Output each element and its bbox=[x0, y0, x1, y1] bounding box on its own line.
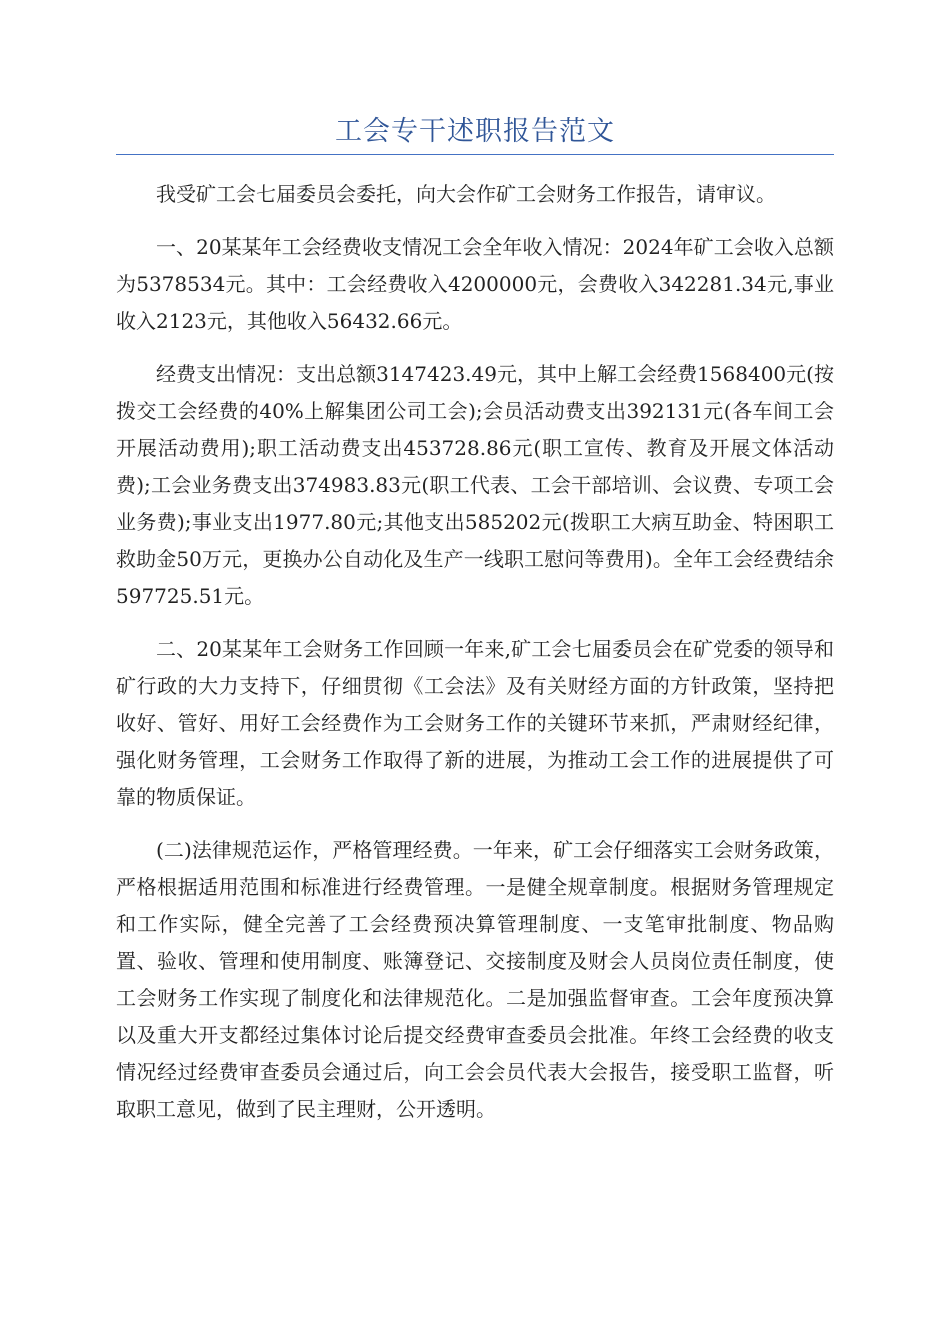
paragraph-review: 二、20某某年工会财务工作回顾一年来,矿工会七届委员会在矿党委的领导和矿行政的大力支持下，仔细贯彻《工会法》及有关财经方面的方针政策，坚持把收好、管好、用好工会经费作为工会财务工作的关键环节来抓，严肃财经纪律，强化财务管理，工会财务工作取得了新的进展，为推动工会工作的进展提供了可靠的物质保证。 bbox=[116, 637, 834, 809]
document-body bbox=[116, 176, 834, 1144]
paragraph-intro: 我受矿工会七届委员会委托，向大会作矿工会财务工作报告，请审议。 bbox=[156, 182, 776, 206]
paragraph-regulation: (二)法律规范运作，严格管理经费。一年来，矿工会仔细落实工会财务政策，严格根据适用范围和标准进行经费管理。一是健全规章制度。根据财务管理规定和工作实际，健全完善了工会经费预决算管理制度、一支笔审批制度、物品购置、验收、管理和使用制度、账簿登记、交接制度及财会人员岗位责任制度，使工会财务工作实现了制度化和法律规范化。二是加强监督审查。工会年度预决算以及重大开支都经过集体讨论后提交经费审查委员会批准。年终工会经费的收支情况经过经费审查委员会通过后，向工会会员代表大会报告，接受职工监督，听取职工意见，做到了民主理财，公开透明。 bbox=[116, 838, 834, 1121]
paragraph-expenditure: 经费支出情况：支出总额3147423.49元，其中上解工会经费1568400元(按拨交工会经费的40%上解集团公司工会);会员活动费支出392131元(各车间工会开展活动费用);职工活动费支出453728.86元(职工宣传、教育及开展文体活动费);工会业务费支出374983.83元(职工代表、工会干部培训、会议费、专项工会业务费);事业支出1977.80元;其他支出585202元(拨职工大病互助金、特困职工救助金50万元，更换办公自动化及生产一线职工慰问等费用)。全年工会经费结余597725.51元。 bbox=[116, 362, 834, 608]
paragraph-income: 一、20某某年工会经费收支情况工会全年收入情况：2024年矿工会收入总额为5378534元。其中：工会经费收入4200000元，会费收入342281.34元,事业收入2123元，其他收入56432.66元。 bbox=[116, 235, 834, 333]
title-underline bbox=[116, 154, 834, 155]
document-title: 工会专干述职报告范文 bbox=[335, 116, 615, 147]
